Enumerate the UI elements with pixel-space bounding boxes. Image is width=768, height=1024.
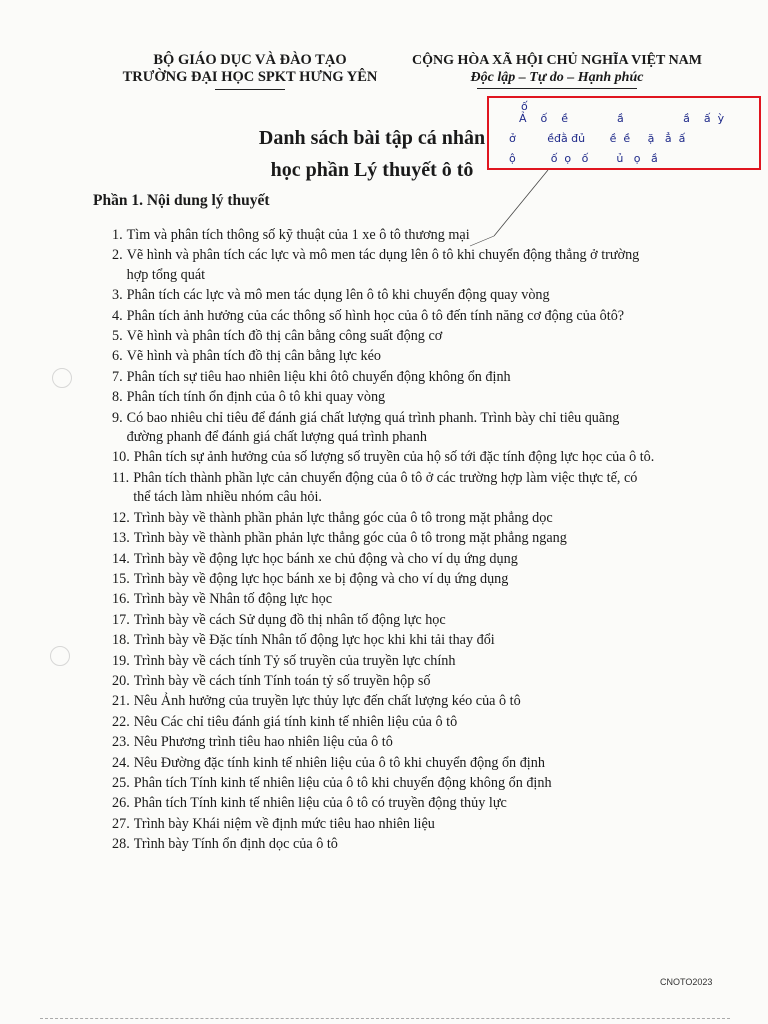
list-item	[112, 347, 657, 366]
item-number: 24.	[112, 754, 130, 771]
item-number: 16.	[112, 591, 130, 608]
item-text: Có bao nhiêu chỉ tiêu để đánh giá chất lượng quá trình phanh. Trình bày chỉ tiêu quãng đường phanh để đánh giá chất lượng quá trình phanh	[126, 409, 620, 446]
list-item	[112, 835, 657, 854]
item-number: 10.	[112, 449, 130, 466]
list-item	[112, 754, 657, 773]
list-item	[112, 815, 657, 834]
annotation-box[interactable]	[487, 96, 761, 170]
document-title	[222, 122, 522, 186]
item-number: 21.	[112, 693, 130, 710]
section-title: Phần 1. Nội dung lý thuyết	[93, 192, 270, 209]
university-name: TRƯỜNG ĐẠI HỌC SPKT HƯNG YÊN	[122, 69, 378, 85]
ministry-name: BỘ GIÁO DỤC VÀ ĐÀO TẠO	[153, 52, 347, 68]
item-number: 19.	[112, 652, 130, 669]
item-text: Phân tích Tính kinh tế nhiên liệu của ô tô khi chuyển động không ổn định	[133, 774, 552, 791]
item-text: Phân tích các lực và mô men tác dụng lên ô tô khi chuyển động quay vòng	[126, 287, 550, 304]
item-text: Phân tích Tính kinh tế nhiên liệu của ô tô có truyền động thủy lực	[133, 795, 507, 812]
list-item	[112, 246, 657, 285]
item-text: Phân tích ảnh hưởng của các thông số hình học của ô tô đến tính năng cơ động của ôtô?	[126, 307, 625, 324]
item-text: Trình bày về Đặc tính Nhân tố động lực học khi khi tải thay đổi	[133, 632, 495, 649]
list-item	[112, 550, 657, 569]
title-line-1: Danh sách bài tập cá nhân	[258, 127, 486, 149]
list-item	[112, 388, 657, 407]
item-text: Trình bày về Nhân tố động lực học	[133, 591, 333, 608]
list-item	[112, 611, 657, 630]
item-text: Nêu Các chỉ tiêu đánh giá tính kinh tế nhiên liệu của ô tô	[133, 713, 458, 730]
item-text: Trình bày về động lực học bánh xe bị động và cho ví dụ ứng dụng	[133, 570, 509, 587]
item-number: 26.	[112, 795, 130, 812]
item-text: Trình bày về cách tính Tỷ số truyền của truyền lực chính	[133, 652, 456, 669]
annotation-line-3: ộ ố ọ ố ủ ọ ầ	[509, 152, 658, 165]
list-item	[112, 713, 657, 732]
item-text: Tìm và phân tích thông số kỹ thuật của 1 xe ô tô thương mại	[126, 227, 470, 243]
list-item	[112, 509, 657, 528]
item-text: Nêu Đường đặc tính kinh tế nhiên liệu của ô tô khi chuyển động ổn định	[133, 754, 545, 771]
item-number: 25.	[112, 774, 130, 791]
item-number: 8.	[112, 389, 123, 406]
item-number: 13.	[112, 530, 130, 547]
item-number: 28.	[112, 836, 130, 853]
list-item	[112, 448, 657, 467]
list-item	[112, 409, 657, 448]
item-text: Trình bày về động lực học bánh xe chủ động và cho ví dụ ứng dụng	[133, 550, 518, 567]
item-number: 11.	[112, 469, 130, 486]
list-item	[112, 733, 657, 752]
header-republic	[392, 52, 722, 89]
list-item	[112, 307, 657, 326]
item-number: 2.	[112, 247, 123, 264]
footer-code: CNOTO2023	[660, 977, 713, 987]
annotation-line-1: Ả ố ề ầ ầ ấ ỳ	[519, 112, 725, 125]
item-text: Vẽ hình và phân tích đồ thị cân bằng công suất động cơ	[126, 328, 443, 345]
list-item	[112, 286, 657, 305]
list-item	[112, 692, 657, 711]
punch-hole-mark	[50, 646, 70, 666]
item-number: 27.	[112, 815, 130, 832]
item-text: Phân tích sự ảnh hưởng của số lượng số truyền của hộ số tới đặc tính động lực học của ô tô.	[133, 449, 655, 466]
item-number: 6.	[112, 348, 123, 365]
item-text: Trình bày về cách Sử dụng đồ thị nhân tố động lực học	[133, 611, 446, 628]
item-text: Trình bày Khái niệm về định mức tiêu hao nhiên liệu	[133, 815, 435, 832]
item-number: 1.	[112, 227, 123, 243]
title-line-2: học phần Lý thuyết ô tô	[270, 159, 474, 181]
item-text: Vẽ hình và phân tích các lực và mô men tác dụng lên ô tô khi chuyển động thẳng ở trường hợp tổng quát	[126, 247, 640, 283]
list-item	[112, 774, 657, 793]
item-text: Trình bày Tính ổn định dọc của ô tô	[133, 836, 338, 853]
item-text: Nêu Ảnh hưởng của truyền lực thủy lực đến chất lượng kéo của ô tô	[133, 693, 521, 710]
item-number: 22.	[112, 713, 130, 730]
list-item	[112, 327, 657, 346]
list-item	[112, 570, 657, 589]
list-item	[112, 631, 657, 650]
list-item	[112, 469, 657, 508]
item-text: Nêu Phương trình tiêu hao nhiên liệu của ô tô	[133, 734, 393, 751]
list-item	[112, 590, 657, 609]
list-item	[112, 226, 657, 245]
national-motto: Độc lập – Tự do – Hạnh phúc	[470, 70, 644, 85]
annotation-line-2: ở ềđằ đủ ề ề ặ ẳ ấ	[509, 132, 686, 145]
item-text: Trình bày về thành phần phản lực thẳng góc của ô tô trong mặt phẳng dọc	[133, 509, 553, 526]
item-text: Vẽ hình và phân tích đồ thị cân bằng lực kéo	[126, 348, 381, 365]
list-item	[112, 672, 657, 691]
item-text: Phân tích tính ổn định của ô tô khi quay vòng	[126, 389, 386, 406]
republic-name: CỘNG HÒA XÃ HỘI CHỦ NGHĨA VIỆT NAM	[411, 53, 702, 68]
header-right-underline	[477, 88, 637, 89]
list-item	[112, 794, 657, 813]
item-text: Trình bày về thành phần phản lực thẳng góc của ô tô trong mặt phẳng ngang	[133, 530, 567, 547]
header-left-underline	[215, 89, 285, 90]
item-text: Phân tích thành phần lực cản chuyển động của ô tô ở các trường hợp làm việc thực tế, có thể tách làm nhiều nhóm câu hỏi.	[133, 469, 638, 506]
item-number: 23.	[112, 734, 130, 751]
annotation-line-0: ố	[521, 100, 528, 113]
item-number: 5.	[112, 328, 123, 345]
item-number: 17.	[112, 611, 130, 628]
item-number: 15.	[112, 570, 130, 587]
item-number: 14.	[112, 550, 130, 567]
item-number: 3.	[112, 287, 123, 304]
item-text: Phân tích sự tiêu hao nhiên liệu khi ôtô chuyển động không ổn định	[126, 368, 511, 385]
question-list	[112, 226, 657, 856]
item-number: 4.	[112, 307, 123, 324]
item-number: 9.	[112, 409, 123, 426]
punch-hole-mark	[52, 368, 72, 388]
list-item	[112, 529, 657, 548]
scan-edge-line	[40, 1018, 730, 1020]
item-number: 18.	[112, 632, 130, 649]
item-text: Trình bày về cách tính Tính toán tỷ số truyền hộp số	[133, 672, 431, 689]
item-number: 20.	[112, 672, 130, 689]
item-number: 7.	[112, 368, 123, 385]
list-item	[112, 652, 657, 671]
item-number: 12.	[112, 509, 130, 526]
list-item	[112, 368, 657, 387]
header-ministry	[100, 52, 400, 90]
